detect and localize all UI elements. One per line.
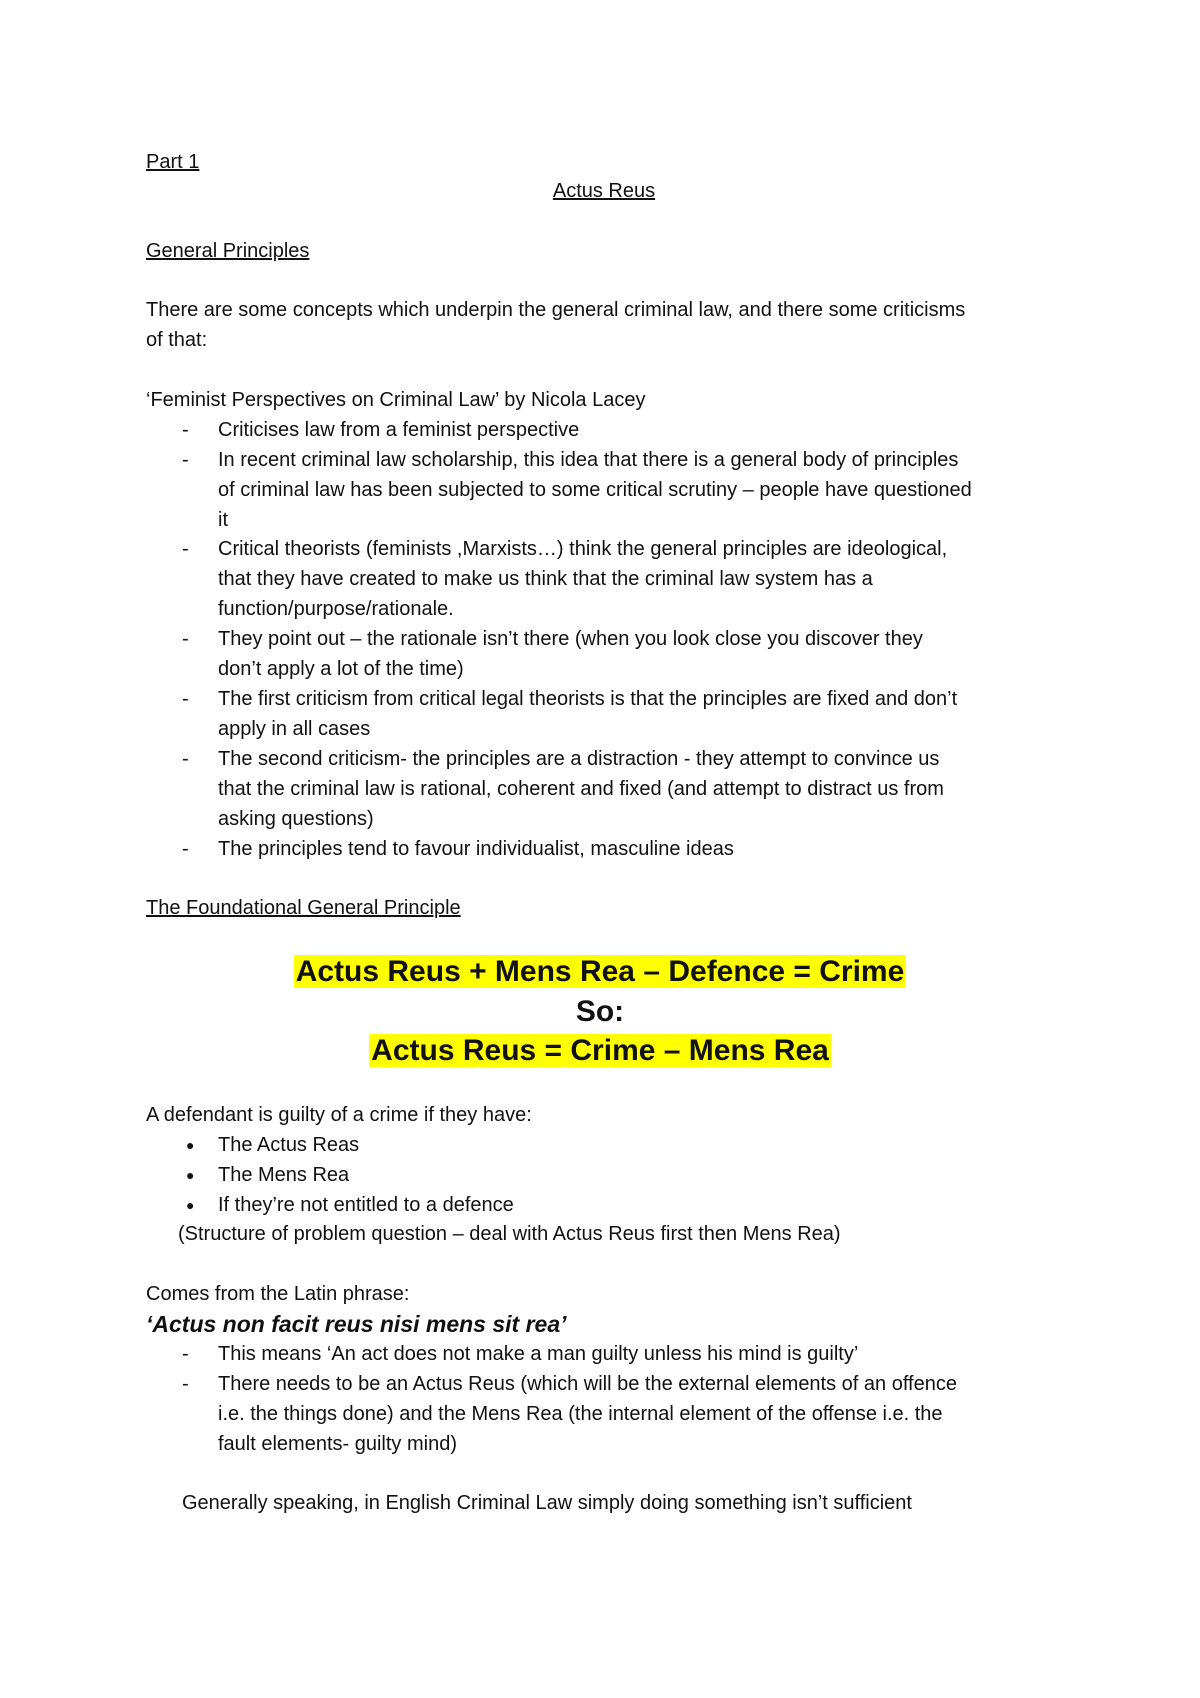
list-item-line: The first criticism from critical legal theorists is that the principles are fixed and don’t	[218, 688, 958, 710]
closing-paragraph: Generally speaking, in English Criminal Law simply doing something isn’t sufficient	[182, 1492, 912, 1514]
dash-marker: -	[182, 628, 189, 650]
latin-intro: Comes from the Latin phrase:	[146, 1283, 410, 1305]
list-item-line: The principles tend to favour individualist, masculine ideas	[218, 838, 734, 860]
dash-marker: -	[182, 838, 189, 860]
list-item-line: There needs to be an Actus Reus (which will be the external elements of an offence	[218, 1373, 957, 1395]
list-item-line: function/purpose/rationale.	[218, 598, 454, 620]
dash-marker: -	[182, 748, 189, 770]
formula-line	[0, 952, 1200, 992]
list-item-line: The second criticism- the principles are a distraction - they attempt to convince us	[218, 748, 940, 770]
section-heading-foundational: The Foundational General Principle	[146, 897, 461, 919]
source-citation: ‘Feminist Perspectives on Criminal Law’ by Nicola Lacey	[146, 389, 646, 411]
list-item-line: it	[218, 509, 228, 531]
intro-paragraph-line: of that:	[146, 329, 208, 351]
dash-marker: -	[182, 1343, 189, 1365]
formula-so: So:	[575, 995, 625, 1028]
dash-marker: -	[182, 1373, 189, 1395]
structure-note: (Structure of problem question – deal with Actus Reus first then Mens Rea)	[178, 1223, 841, 1245]
list-item-line: Critical theorists (feminists ,Marxists…) think the general principles are ideological,	[218, 538, 948, 560]
list-item-line: of criminal law has been subjected to some critical scrutiny – people have questioned	[218, 479, 972, 501]
page-title: Actus Reus	[552, 180, 656, 202]
latin-phrase: ‘Actus non facit reus nisi mens sit rea’	[146, 1311, 567, 1337]
list-item-line: In recent criminal law scholarship, this idea that there is a general body of principles	[218, 449, 959, 471]
section-heading-general-principles: General Principles	[146, 240, 310, 262]
formula-actus-reus: Actus Reus = Crime – Mens Rea	[371, 1034, 829, 1067]
list-item-line: i.e. the things done) and the Mens Rea (the internal element of the offense i.e. the	[218, 1403, 943, 1425]
dash-marker: -	[182, 538, 189, 560]
list-item-line: Criticises law from a feminist perspective	[218, 419, 580, 441]
list-item-line: apply in all cases	[218, 718, 371, 740]
list-item-line: fault elements- guilty mind)	[218, 1433, 457, 1455]
guilty-intro: A defendant is guilty of a crime if they have:	[146, 1104, 532, 1126]
bullet-marker: ●	[186, 1197, 195, 1213]
list-item-line: that they have created to make us think that the criminal law system has a	[218, 568, 873, 590]
intro-paragraph-line: There are some concepts which underpin the general criminal law, and there some criticisms	[146, 299, 966, 321]
list-item-line: asking questions)	[218, 808, 374, 830]
list-item: If they’re not entitled to a defence	[218, 1194, 514, 1216]
dash-marker: -	[182, 419, 189, 441]
list-item: The Mens Rea	[218, 1164, 350, 1186]
dash-marker: -	[182, 688, 189, 710]
dash-marker: -	[182, 449, 189, 471]
list-item-line: don’t apply a lot of the time)	[218, 658, 464, 680]
list-item-line: They point out – the rationale isn’t there (when you look close you discover they	[218, 628, 923, 650]
part-label: Part 1	[146, 151, 200, 173]
list-item: The Actus Reas	[218, 1134, 360, 1156]
list-item-line: that the criminal law is rational, coherent and fixed (and attempt to distract us from	[218, 778, 944, 800]
bullet-marker: ●	[186, 1137, 195, 1153]
list-item-line: This means ‘An act does not make a man guilty unless his mind is guilty’	[218, 1343, 859, 1365]
bullet-marker: ●	[186, 1167, 195, 1183]
formula-line	[0, 1031, 1200, 1071]
formula-crime: Actus Reus + Mens Rea – Defence = Crime	[295, 955, 905, 988]
